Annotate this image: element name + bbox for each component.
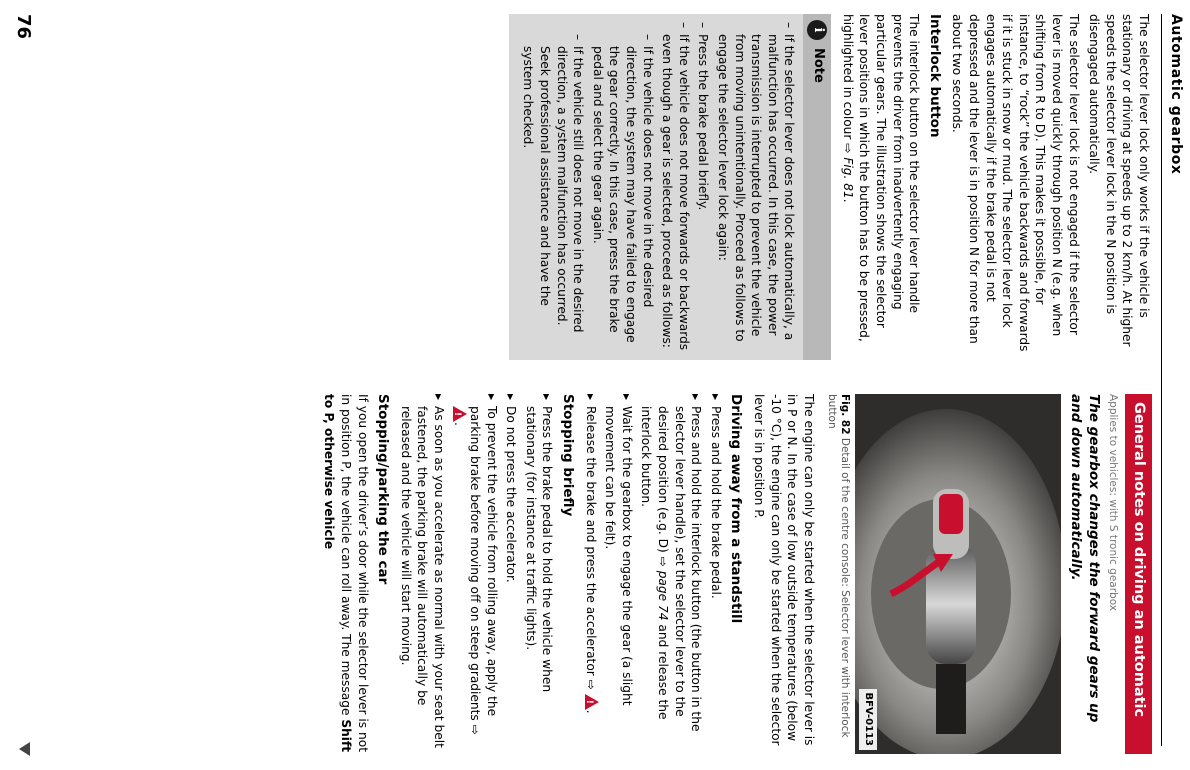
note-body — [509, 14, 804, 360]
step-item: ▶ Do not press the accelerator. — [503, 394, 520, 754]
note-box — [509, 14, 832, 360]
fig-81-link[interactable]: ⇨ Fig. 81 — [840, 143, 855, 199]
parking-paragraph — [321, 394, 371, 754]
interlock-paragraph: The interlock button on the selector lever handle prevents the driver from inadvertently engaging particular gears. The illustration shows the selector lever positions in which the button has to be pressed, highlighted in colour ⇨ Fig. 81. — [840, 14, 922, 342]
note-title: Note — [810, 48, 826, 83]
driving-heading: Driving away from a standstill — [728, 394, 745, 624]
figure-caption-text: Detail of the centre console: Selector lever with interlock button — [825, 394, 851, 738]
continue-arrow-icon — [19, 742, 30, 756]
step-text: Press and hold the interlock button (the button in the selector lever handle), set the selector lever to the desired position (e.g. D) — [656, 406, 704, 732]
section-banner: General notes on driving an automatic — [1125, 394, 1152, 754]
step-item — [638, 394, 704, 754]
note-item: – If the selector lever does not lock automatically, a malfunction has occurred. In this case, the power transmission is interrupted to prevent the vehicle from moving unintentionally. Proceed as follows to engage the selector lever lock again: — [714, 22, 797, 352]
step-text: and release the interlock button. — [639, 406, 671, 720]
interlock-heading: Interlock button — [926, 14, 943, 138]
step-text: To prevent the vehicle from rolling away, apply the parking brake before moving off on steep gradients ⇨ — [468, 406, 499, 735]
page-74-link[interactable]: ⇨ page 74 — [656, 556, 671, 621]
parking-text: If you open the driver’s door while the selector lever is not in position P, the vehicle can roll away. The message — [338, 394, 370, 752]
step-item: ▶ Release the brake and press the accelerator ⇨ !. — [582, 394, 599, 754]
page-header-title: Automatic gearbox — [1168, 14, 1184, 175]
section-intro: The gearbox changes the forward gears up and down automatically. — [1067, 394, 1102, 723]
interlock-text: The interlock button on the selector lever handle prevents the driver from inadvertently engaging particular gears. The illustration shows the selector lever positions in which the button has to be pressed, highlighted in colour — [840, 14, 922, 342]
stopping-steps — [397, 394, 555, 754]
step-text: Release the brake and press the accelerator ⇨ — [583, 406, 598, 690]
figure-caption — [825, 394, 851, 754]
selector-lever-photo-icon — [855, 394, 1061, 754]
warning-icon[interactable] — [585, 694, 599, 710]
step-item: ▶ To prevent the vehicle from rolling away, apply the parking brake before moving off on steep gradients ⇨ !. — [450, 394, 500, 754]
paragraph-lock-speed: The selector lever lock only works if the vehicle is stationary or driving at speeds up to 2 km/h. At higher speeds the selector lever lock in the N position is disengaged automatically. — [1087, 14, 1151, 347]
step-item: ▶ As soon as you accelerate as normal with your seat belt fastened, the parking brake will automatically be released and the vehicle will start moving. — [397, 394, 447, 754]
step-item: ▶ Wait for the gearbox to engage the gear (a slight movement can be felt). — [602, 394, 635, 754]
warning-icon[interactable] — [453, 406, 467, 422]
info-icon: i — [807, 20, 827, 40]
left-column — [509, 14, 1152, 360]
note-item: – Press the brake pedal briefly. — [695, 22, 712, 352]
note-item: – If the vehicle does not move forwards or backwards even though a gear is selected, proceed as follows: — [659, 22, 692, 352]
paragraph-lock-rocking: The selector lever lock is not engaged if the selector lever is moved quickly through position N (e.g. when shifting from R to D). This makes it possible, for instance, to “rock” the vehicle backwards and forwards if it is stuck in snow or mud. The selector lever lock engages automatically if the brake pedal is not depressed and the lever is in position N for more than about two seconds. — [950, 14, 1081, 352]
note-item: – If the vehicle does not move in the desired direction, the system may have failed to engage the gear correctly. In this case, press the brake pedal and select the gear again. — [589, 22, 655, 352]
header-rule — [1161, 14, 1162, 746]
figure-code: BFV-0113 — [859, 689, 878, 750]
note-header — [803, 14, 831, 360]
step-item: ▶ Press the brake pedal to hold the vehicle when stationary (for instance at traffic lights). — [522, 394, 555, 754]
parking-message: Shift to P, otherwise vehicle — [322, 394, 353, 753]
paragraph-engine-start: The engine can only be started when the selector lever is in P or N. In the case of low outside temperatures (below -10 °C), the engine can only be started when the selector lever is in position P. — [752, 394, 816, 746]
right-column — [317, 394, 1152, 754]
stopping-heading: Stopping briefly — [560, 394, 577, 517]
driving-steps — [582, 394, 724, 754]
parking-heading: Stopping/parking the car — [375, 394, 392, 585]
page-number: 76 — [13, 14, 34, 40]
applies-to: Applies to vehicles: with S tronic gearbox — [1107, 394, 1120, 612]
note-list — [520, 22, 798, 352]
note-item: – If the vehicle still does not move in the desired direction, a system malfunction has occurred. Seek professional assistance and have the system checked. — [520, 22, 586, 352]
figure-label: Fig. 82 — [838, 394, 851, 435]
step-item: ▶ Press and hold the brake pedal. — [707, 394, 724, 754]
figure-selector-lever — [855, 394, 1061, 754]
